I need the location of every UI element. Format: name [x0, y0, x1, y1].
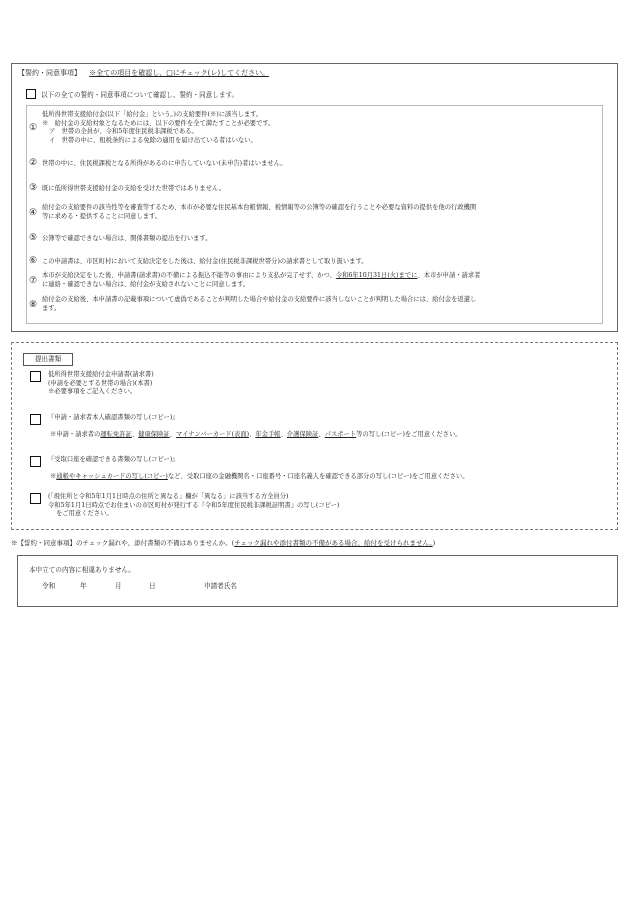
item-text: ※ 給付金の支給対象となるためには、以下の要件を全て満たすことが必要です。 — [42, 119, 275, 127]
declaration-box — [17, 555, 618, 607]
agree-all-checkbox[interactable] — [26, 89, 36, 99]
check-reminder-note — [11, 538, 435, 547]
documents-title: 提出書類 — [23, 353, 73, 366]
item-text: 本市が支給決定をした後、申請書(請求書)の不備による振込不能等の事由により支払が完了せず、かつ、 — [42, 272, 336, 279]
item-text: この申請書は、市区町村において支給決定をした後は、給付金(住民税非課税世帯分)の請求書として取り扱います。 — [42, 258, 368, 265]
id-type: 健康保険証 — [138, 430, 170, 438]
item-text: に連絡・確認できない場合は、給付金が支給されないことに同意します。 — [42, 280, 250, 288]
document-text: (「現住所と令和5年1月1日時点の住所と異なる」欄が「異なる」に該当する方全員分) — [48, 493, 289, 500]
documents-section: 提出書類 低所得世帯支援給付金申請書(請求書) (申請を必要とする世帯の場合)(本書) ※必要事項をご記入ください。 『申請・請求者本人確認書類の写し(コピー)』 ※申請・請求者の運転免許証、健康保険証、マイナンバーカード(表面)、年金手帳、介護保険証、パスポート等の写し(コピー)をご用意ください。 『受取口座を確認できる書類の写し(コピー)』 ※通帳やキャッシュカードの写し(コピー)など、受取口座の金融機関名・口座番号・口座名義人を確認できる部分の写し(コピー)をご用意ください。 (「現住所と令和5年1月1日時点の住所と異なる」欄が「異なる」に該当する方全員分) 令和5年1月1日時点でお住まいの市区町村が発行する『令和5年度住民税非課税証明書』の写し(コピー) をご用意ください。 — [11, 342, 618, 530]
item-text: 給付金の支給後、本申請書の記載事項について虚偽であることが判明した場合や給付金の支給要件に該当しないことが判明した場合には、給付金を返還し — [42, 296, 477, 303]
pledge-items — [26, 105, 603, 324]
document-text: 令和5年1月1日時点でお住まいの市区町村が発行する『令和5年度住民税非課税証明書』の写し(コピー) — [48, 501, 340, 509]
document-text: ※ — [50, 472, 57, 480]
document-text: ※必要事項をご記入ください。 — [48, 388, 137, 395]
document-text: 等の写し(コピー)をご用意ください。 — [356, 430, 462, 438]
id-type: 運転免許証 — [100, 430, 132, 438]
pledge-title: 【誓約・同意事項】 — [18, 69, 81, 77]
era-label: 令和 — [42, 582, 56, 590]
declaration-text: 本申立ての内容に相違ありません。 — [29, 566, 135, 574]
month-label: 月 — [115, 582, 122, 590]
item-text: 、本市が申請・請求者 — [417, 272, 481, 279]
deadline-date: 令和6年10月31日(火)までに — [335, 272, 418, 279]
item-number: ③ — [29, 183, 38, 193]
item-number: ① — [29, 123, 38, 133]
day-label: 日 — [149, 582, 156, 590]
item-text: 低所得世帯支援給付金(以下「給付金」という。)の支給要件(※)に該当します。 — [42, 111, 263, 118]
pledge-section — [11, 63, 618, 332]
document-text: ※申請・請求者の — [50, 430, 101, 438]
document-text: など、受取口座の金融機関名・口座番号・口座名義人を確認できる部分の写し(コピー)をご用意ください。 — [167, 472, 469, 480]
item-number: ④ — [29, 208, 38, 218]
note-warning: チェック漏れや添付書類の不備がある場合、給付を受けられません。 — [234, 539, 433, 547]
item-number: ⑤ — [29, 233, 38, 243]
item-text: 既に低所得世帯支援給付金の支給を受けた世帯ではありません。 — [42, 185, 225, 192]
item-number: ⑦ — [29, 276, 38, 286]
document-checkbox[interactable] — [30, 456, 41, 467]
document-checkbox[interactable] — [30, 371, 41, 382]
document-checkbox[interactable] — [30, 493, 41, 504]
year-label: 年 — [80, 582, 87, 590]
item-text: 公簿等で確認できない場合は、関係書類の提出を行います。 — [42, 235, 212, 242]
item-text: 給付金の支給要件の該当性等を審査等するため、本市が必要な住民基本台帳情報、税情報等の公簿等の確認を行うことや必要な資料の提供を他の行政機関 — [42, 204, 477, 211]
item-number: ② — [29, 158, 38, 168]
document-text: 低所得世帯支援給付金申請書(請求書) — [48, 371, 154, 378]
item-number: ⑥ — [29, 256, 38, 266]
document-text: をご用意ください。 — [56, 510, 113, 517]
id-type: 介護保険証 — [286, 430, 319, 438]
item-text: ます。 — [42, 304, 61, 312]
item-text: イ 世帯の中に、租税条約による免除の適用を届け出ている者はいない。 — [49, 136, 257, 144]
id-type: マイナンバーカード(表面) — [175, 430, 250, 438]
applicant-name-label: 申請者氏名 — [204, 582, 237, 590]
document-text: 『申請・請求者本人確認書類の写し(コピー)』 — [48, 414, 179, 421]
id-type: 年金手帳 — [255, 430, 281, 438]
document-checkbox[interactable] — [30, 414, 41, 425]
item-text: 等に求める・提供することに同意します。 — [42, 212, 162, 220]
id-type: パスポート — [324, 430, 357, 438]
agree-all-label: 以下の全ての誓約・同意事項について確認し、誓約・同意します。 — [41, 91, 239, 99]
note-text: ) — [432, 539, 436, 547]
item-text: ア 世帯の全員が、令和5年度住民税非課税である。 — [49, 128, 198, 136]
agree-all-row[interactable] — [26, 88, 238, 100]
document-text: (申請を必要とする世帯の場合)(本書) — [48, 379, 153, 387]
item-number: ⑧ — [29, 300, 38, 310]
pledge-header — [18, 68, 269, 78]
item-text: 世帯の中に、住民税課税となる所得があるのに申告していない(未申告)者はいません。 — [42, 160, 287, 167]
document-text: 『受取口座を確認できる書類の写し(コピー)』 — [48, 456, 179, 463]
pledge-instruction: ※全ての項目を確認し、□にチェック(レ)してください。 — [89, 69, 270, 77]
bank-doc-type: 通帳やキャッシュカードの写し(コピー) — [56, 472, 168, 480]
note-text: ※【誓約・同意事項】のチェック漏れや、添付書類の不備はありませんか。( — [11, 539, 235, 547]
